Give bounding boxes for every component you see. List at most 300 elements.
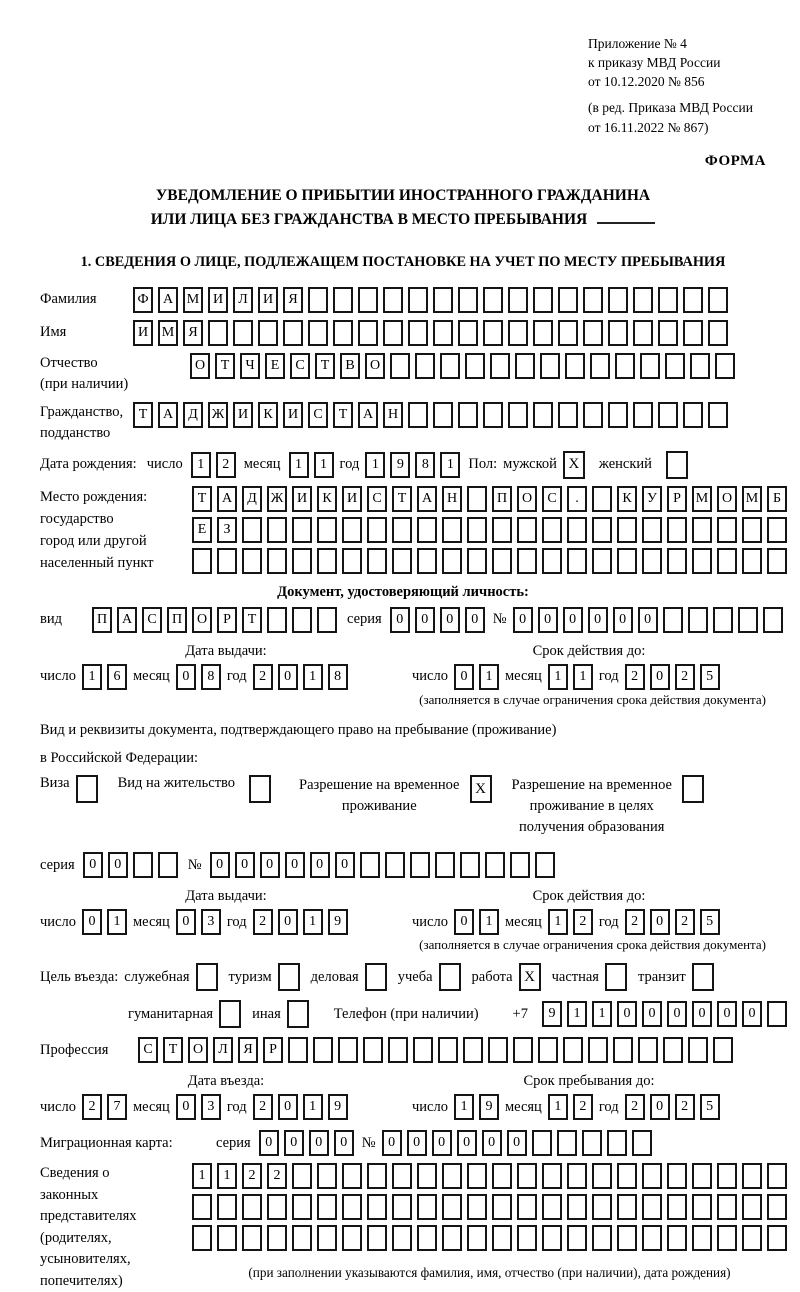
char-cell[interactable]: [658, 287, 678, 313]
char-cell[interactable]: [358, 320, 378, 346]
char-cell[interactable]: [510, 852, 530, 878]
char-cell[interactable]: [413, 1037, 433, 1063]
char-cell[interactable]: 0: [108, 852, 128, 878]
char-cell[interactable]: [558, 402, 578, 428]
char-cell[interactable]: [567, 548, 587, 574]
char-cell[interactable]: 0: [415, 607, 435, 633]
char-cell[interactable]: [360, 852, 380, 878]
char-cell[interactable]: 0: [390, 607, 410, 633]
char-cell[interactable]: [367, 517, 387, 543]
char-cell[interactable]: [583, 320, 603, 346]
char-cell[interactable]: А: [358, 402, 378, 428]
char-cell[interactable]: 2: [675, 909, 695, 935]
char-cell[interactable]: 0: [278, 664, 298, 690]
char-cell[interactable]: 1: [365, 452, 385, 478]
purpose-study-checkbox[interactable]: [439, 963, 461, 991]
char-cell[interactable]: [617, 1163, 637, 1189]
char-cell[interactable]: [233, 320, 253, 346]
char-cell[interactable]: [158, 852, 178, 878]
char-cell[interactable]: [540, 353, 560, 379]
char-cell[interactable]: Я: [238, 1037, 258, 1063]
char-cell[interactable]: 1: [567, 1001, 587, 1027]
char-cell[interactable]: [742, 1225, 762, 1251]
char-cell[interactable]: [638, 1037, 658, 1063]
char-cell[interactable]: [242, 548, 262, 574]
char-cell[interactable]: 0: [588, 607, 608, 633]
char-cell[interactable]: [492, 1163, 512, 1189]
char-cell[interactable]: [483, 402, 503, 428]
char-cell[interactable]: [667, 1194, 687, 1220]
char-cell[interactable]: [617, 548, 637, 574]
char-cell[interactable]: [333, 287, 353, 313]
char-cell[interactable]: В: [340, 353, 360, 379]
char-cell[interactable]: 0: [650, 1094, 670, 1120]
char-cell[interactable]: [217, 548, 237, 574]
char-cell[interactable]: 9: [390, 452, 410, 478]
char-cell[interactable]: [608, 402, 628, 428]
char-cell[interactable]: [542, 517, 562, 543]
char-cell[interactable]: А: [417, 486, 437, 512]
char-cell[interactable]: [463, 1037, 483, 1063]
char-cell[interactable]: И: [283, 402, 303, 428]
char-cell[interactable]: [708, 320, 728, 346]
char-cell[interactable]: У: [642, 486, 662, 512]
char-cell[interactable]: 0: [285, 852, 305, 878]
char-cell[interactable]: [467, 548, 487, 574]
char-cell[interactable]: [433, 287, 453, 313]
char-cell[interactable]: [317, 517, 337, 543]
char-cell[interactable]: [267, 1225, 287, 1251]
char-cell[interactable]: 1: [289, 452, 309, 478]
char-cell[interactable]: 0: [692, 1001, 712, 1027]
char-cell[interactable]: [608, 320, 628, 346]
char-cell[interactable]: Е: [265, 353, 285, 379]
char-cell[interactable]: [513, 1037, 533, 1063]
char-cell[interactable]: [492, 1225, 512, 1251]
char-cell[interactable]: [717, 1225, 737, 1251]
char-cell[interactable]: 8: [415, 452, 435, 478]
char-cell[interactable]: [633, 320, 653, 346]
char-cell[interactable]: [458, 402, 478, 428]
char-cell[interactable]: [317, 1194, 337, 1220]
char-cell[interactable]: [515, 353, 535, 379]
char-cell[interactable]: И: [342, 486, 362, 512]
char-cell[interactable]: Б: [767, 486, 787, 512]
char-cell[interactable]: [358, 287, 378, 313]
char-cell[interactable]: [713, 1037, 733, 1063]
char-cell[interactable]: [467, 517, 487, 543]
char-cell[interactable]: 1: [479, 909, 499, 935]
char-cell[interactable]: Ч: [240, 353, 260, 379]
char-cell[interactable]: [583, 287, 603, 313]
purpose-business-checkbox[interactable]: [365, 963, 387, 991]
char-cell[interactable]: О: [188, 1037, 208, 1063]
char-cell[interactable]: [683, 320, 703, 346]
char-cell[interactable]: 0: [642, 1001, 662, 1027]
char-cell[interactable]: О: [192, 607, 212, 633]
char-cell[interactable]: 1: [454, 1094, 474, 1120]
char-cell[interactable]: 1: [440, 452, 460, 478]
char-cell[interactable]: 9: [542, 1001, 562, 1027]
char-cell[interactable]: [483, 287, 503, 313]
char-cell[interactable]: [767, 1225, 787, 1251]
char-cell[interactable]: [417, 1225, 437, 1251]
char-cell[interactable]: [708, 402, 728, 428]
char-cell[interactable]: 0: [440, 607, 460, 633]
char-cell[interactable]: [292, 1163, 312, 1189]
char-cell[interactable]: [292, 548, 312, 574]
char-cell[interactable]: [467, 486, 487, 512]
char-cell[interactable]: [692, 548, 712, 574]
char-cell[interactable]: 0: [82, 909, 102, 935]
char-cell[interactable]: [633, 402, 653, 428]
char-cell[interactable]: 0: [83, 852, 103, 878]
char-cell[interactable]: [640, 353, 660, 379]
char-cell[interactable]: 0: [465, 607, 485, 633]
char-cell[interactable]: А: [117, 607, 137, 633]
char-cell[interactable]: Т: [215, 353, 235, 379]
char-cell[interactable]: [242, 1194, 262, 1220]
char-cell[interactable]: И: [233, 402, 253, 428]
purpose-other-checkbox[interactable]: [287, 1000, 309, 1028]
char-cell[interactable]: [492, 548, 512, 574]
char-cell[interactable]: [533, 320, 553, 346]
char-cell[interactable]: С: [308, 402, 328, 428]
char-cell[interactable]: [592, 548, 612, 574]
char-cell[interactable]: Л: [213, 1037, 233, 1063]
char-cell[interactable]: Н: [442, 486, 462, 512]
char-cell[interactable]: [292, 607, 312, 633]
char-cell[interactable]: [490, 353, 510, 379]
char-cell[interactable]: [532, 1130, 552, 1156]
char-cell[interactable]: [390, 353, 410, 379]
char-cell[interactable]: [417, 548, 437, 574]
char-cell[interactable]: [538, 1037, 558, 1063]
char-cell[interactable]: [267, 607, 287, 633]
char-cell[interactable]: 0: [742, 1001, 762, 1027]
char-cell[interactable]: 0: [507, 1130, 527, 1156]
char-cell[interactable]: [663, 1037, 683, 1063]
char-cell[interactable]: [608, 287, 628, 313]
char-cell[interactable]: [192, 1194, 212, 1220]
purpose-official-checkbox[interactable]: [196, 963, 218, 991]
char-cell[interactable]: 0: [260, 852, 280, 878]
char-cell[interactable]: 0: [617, 1001, 637, 1027]
char-cell[interactable]: [658, 320, 678, 346]
char-cell[interactable]: [708, 287, 728, 313]
male-checkbox[interactable]: X: [563, 451, 585, 479]
char-cell[interactable]: А: [158, 402, 178, 428]
char-cell[interactable]: [458, 287, 478, 313]
char-cell[interactable]: [442, 1163, 462, 1189]
char-cell[interactable]: Т: [133, 402, 153, 428]
char-cell[interactable]: [317, 607, 337, 633]
char-cell[interactable]: [508, 320, 528, 346]
char-cell[interactable]: [308, 320, 328, 346]
char-cell[interactable]: М: [183, 287, 203, 313]
char-cell[interactable]: [508, 402, 528, 428]
char-cell[interactable]: [557, 1130, 577, 1156]
char-cell[interactable]: 2: [573, 1094, 593, 1120]
char-cell[interactable]: [563, 1037, 583, 1063]
char-cell[interactable]: [288, 1037, 308, 1063]
char-cell[interactable]: 1: [82, 664, 102, 690]
char-cell[interactable]: 1: [192, 1163, 212, 1189]
char-cell[interactable]: С: [367, 486, 387, 512]
char-cell[interactable]: [683, 287, 703, 313]
char-cell[interactable]: [442, 517, 462, 543]
char-cell[interactable]: П: [492, 486, 512, 512]
char-cell[interactable]: 0: [259, 1130, 279, 1156]
char-cell[interactable]: [208, 320, 228, 346]
char-cell[interactable]: [692, 1194, 712, 1220]
char-cell[interactable]: [717, 1163, 737, 1189]
char-cell[interactable]: 2: [573, 909, 593, 935]
char-cell[interactable]: [292, 1225, 312, 1251]
char-cell[interactable]: 0: [335, 852, 355, 878]
char-cell[interactable]: [567, 1163, 587, 1189]
char-cell[interactable]: [292, 1194, 312, 1220]
char-cell[interactable]: [517, 1194, 537, 1220]
char-cell[interactable]: 0: [278, 1094, 298, 1120]
char-cell[interactable]: [767, 548, 787, 574]
char-cell[interactable]: С: [290, 353, 310, 379]
char-cell[interactable]: 0: [650, 909, 670, 935]
char-cell[interactable]: 2: [675, 664, 695, 690]
char-cell[interactable]: [467, 1194, 487, 1220]
char-cell[interactable]: [642, 1194, 662, 1220]
char-cell[interactable]: [658, 402, 678, 428]
char-cell[interactable]: [492, 1194, 512, 1220]
char-cell[interactable]: [367, 548, 387, 574]
char-cell[interactable]: [367, 1225, 387, 1251]
char-cell[interactable]: [517, 548, 537, 574]
char-cell[interactable]: 1: [548, 1094, 568, 1120]
char-cell[interactable]: [392, 1194, 412, 1220]
char-cell[interactable]: К: [258, 402, 278, 428]
char-cell[interactable]: [663, 607, 683, 633]
char-cell[interactable]: 0: [638, 607, 658, 633]
char-cell[interactable]: [192, 548, 212, 574]
char-cell[interactable]: 1: [191, 452, 211, 478]
char-cell[interactable]: [508, 287, 528, 313]
char-cell[interactable]: [442, 548, 462, 574]
char-cell[interactable]: [485, 852, 505, 878]
char-cell[interactable]: [385, 852, 405, 878]
char-cell[interactable]: О: [517, 486, 537, 512]
char-cell[interactable]: [392, 548, 412, 574]
char-cell[interactable]: [617, 517, 637, 543]
char-cell[interactable]: 0: [334, 1130, 354, 1156]
char-cell[interactable]: 7: [107, 1094, 127, 1120]
char-cell[interactable]: 2: [625, 1094, 645, 1120]
char-cell[interactable]: [267, 1194, 287, 1220]
char-cell[interactable]: [408, 320, 428, 346]
char-cell[interactable]: 8: [201, 664, 221, 690]
char-cell[interactable]: 5: [700, 664, 720, 690]
char-cell[interactable]: [632, 1130, 652, 1156]
char-cell[interactable]: [367, 1194, 387, 1220]
char-cell[interactable]: [433, 320, 453, 346]
char-cell[interactable]: Н: [383, 402, 403, 428]
char-cell[interactable]: 0: [309, 1130, 329, 1156]
char-cell[interactable]: [242, 517, 262, 543]
char-cell[interactable]: [692, 517, 712, 543]
char-cell[interactable]: [363, 1037, 383, 1063]
char-cell[interactable]: [533, 287, 553, 313]
char-cell[interactable]: [410, 852, 430, 878]
char-cell[interactable]: 0: [563, 607, 583, 633]
char-cell[interactable]: [565, 353, 585, 379]
char-cell[interactable]: Р: [217, 607, 237, 633]
char-cell[interactable]: 0: [235, 852, 255, 878]
char-cell[interactable]: [713, 607, 733, 633]
char-cell[interactable]: 0: [667, 1001, 687, 1027]
char-cell[interactable]: 6: [107, 664, 127, 690]
char-cell[interactable]: 2: [242, 1163, 262, 1189]
char-cell[interactable]: [442, 1194, 462, 1220]
char-cell[interactable]: [667, 517, 687, 543]
char-cell[interactable]: 0: [650, 664, 670, 690]
char-cell[interactable]: [688, 607, 708, 633]
char-cell[interactable]: А: [158, 287, 178, 313]
char-cell[interactable]: 0: [278, 909, 298, 935]
char-cell[interactable]: 1: [303, 909, 323, 935]
purpose-private-checkbox[interactable]: [605, 963, 627, 991]
char-cell[interactable]: [133, 852, 153, 878]
char-cell[interactable]: [308, 287, 328, 313]
char-cell[interactable]: [642, 517, 662, 543]
char-cell[interactable]: [392, 1163, 412, 1189]
char-cell[interactable]: [517, 1225, 537, 1251]
char-cell[interactable]: [417, 1194, 437, 1220]
char-cell[interactable]: П: [92, 607, 112, 633]
char-cell[interactable]: [342, 1225, 362, 1251]
purpose-work-checkbox[interactable]: X: [519, 963, 541, 991]
char-cell[interactable]: [717, 517, 737, 543]
char-cell[interactable]: [217, 1194, 237, 1220]
char-cell[interactable]: [342, 1163, 362, 1189]
char-cell[interactable]: [607, 1130, 627, 1156]
char-cell[interactable]: З: [217, 517, 237, 543]
char-cell[interactable]: 0: [210, 852, 230, 878]
char-cell[interactable]: 2: [625, 664, 645, 690]
char-cell[interactable]: [217, 1225, 237, 1251]
char-cell[interactable]: 2: [267, 1163, 287, 1189]
char-cell[interactable]: [582, 1130, 602, 1156]
char-cell[interactable]: [767, 517, 787, 543]
char-cell[interactable]: Ф: [133, 287, 153, 313]
char-cell[interactable]: [267, 548, 287, 574]
char-cell[interactable]: [317, 1163, 337, 1189]
char-cell[interactable]: П: [167, 607, 187, 633]
char-cell[interactable]: [615, 353, 635, 379]
char-cell[interactable]: Т: [315, 353, 335, 379]
char-cell[interactable]: [588, 1037, 608, 1063]
char-cell[interactable]: [688, 1037, 708, 1063]
char-cell[interactable]: .: [567, 486, 587, 512]
char-cell[interactable]: [367, 1163, 387, 1189]
char-cell[interactable]: М: [692, 486, 712, 512]
char-cell[interactable]: Л: [233, 287, 253, 313]
char-cell[interactable]: 5: [700, 909, 720, 935]
char-cell[interactable]: 2: [625, 909, 645, 935]
char-cell[interactable]: 0: [454, 664, 474, 690]
char-cell[interactable]: М: [742, 486, 762, 512]
char-cell[interactable]: Т: [333, 402, 353, 428]
char-cell[interactable]: [408, 287, 428, 313]
char-cell[interactable]: [467, 1163, 487, 1189]
char-cell[interactable]: 0: [457, 1130, 477, 1156]
char-cell[interactable]: 0: [432, 1130, 452, 1156]
char-cell[interactable]: [692, 1225, 712, 1251]
char-cell[interactable]: [567, 1225, 587, 1251]
char-cell[interactable]: 0: [407, 1130, 427, 1156]
char-cell[interactable]: [738, 607, 758, 633]
char-cell[interactable]: Ж: [208, 402, 228, 428]
char-cell[interactable]: Т: [242, 607, 262, 633]
char-cell[interactable]: [292, 517, 312, 543]
char-cell[interactable]: 0: [454, 909, 474, 935]
char-cell[interactable]: 0: [613, 607, 633, 633]
char-cell[interactable]: [533, 402, 553, 428]
char-cell[interactable]: 5: [700, 1094, 720, 1120]
char-cell[interactable]: 0: [717, 1001, 737, 1027]
char-cell[interactable]: [383, 287, 403, 313]
char-cell[interactable]: [283, 320, 303, 346]
char-cell[interactable]: 1: [592, 1001, 612, 1027]
char-cell[interactable]: [317, 1225, 337, 1251]
char-cell[interactable]: [665, 353, 685, 379]
char-cell[interactable]: [633, 287, 653, 313]
char-cell[interactable]: 2: [216, 452, 236, 478]
char-cell[interactable]: К: [617, 486, 637, 512]
char-cell[interactable]: 9: [328, 909, 348, 935]
char-cell[interactable]: [742, 548, 762, 574]
char-cell[interactable]: [535, 852, 555, 878]
char-cell[interactable]: [342, 548, 362, 574]
char-cell[interactable]: 1: [107, 909, 127, 935]
char-cell[interactable]: [342, 517, 362, 543]
char-cell[interactable]: 2: [253, 909, 273, 935]
char-cell[interactable]: Р: [667, 486, 687, 512]
temp-residence-edu-checkbox[interactable]: [682, 775, 704, 803]
char-cell[interactable]: [683, 402, 703, 428]
char-cell[interactable]: [392, 517, 412, 543]
char-cell[interactable]: [613, 1037, 633, 1063]
char-cell[interactable]: [342, 1194, 362, 1220]
char-cell[interactable]: Т: [163, 1037, 183, 1063]
char-cell[interactable]: [313, 1037, 333, 1063]
char-cell[interactable]: 3: [201, 909, 221, 935]
char-cell[interactable]: [742, 1163, 762, 1189]
char-cell[interactable]: [258, 320, 278, 346]
char-cell[interactable]: [517, 517, 537, 543]
char-cell[interactable]: [642, 548, 662, 574]
char-cell[interactable]: [642, 1163, 662, 1189]
char-cell[interactable]: [492, 517, 512, 543]
char-cell[interactable]: [433, 402, 453, 428]
char-cell[interactable]: Я: [283, 287, 303, 313]
char-cell[interactable]: Т: [192, 486, 212, 512]
residence-permit-checkbox[interactable]: [249, 775, 271, 803]
char-cell[interactable]: [488, 1037, 508, 1063]
char-cell[interactable]: [392, 1225, 412, 1251]
char-cell[interactable]: [592, 517, 612, 543]
char-cell[interactable]: И: [258, 287, 278, 313]
char-cell[interactable]: [583, 402, 603, 428]
char-cell[interactable]: [590, 353, 610, 379]
